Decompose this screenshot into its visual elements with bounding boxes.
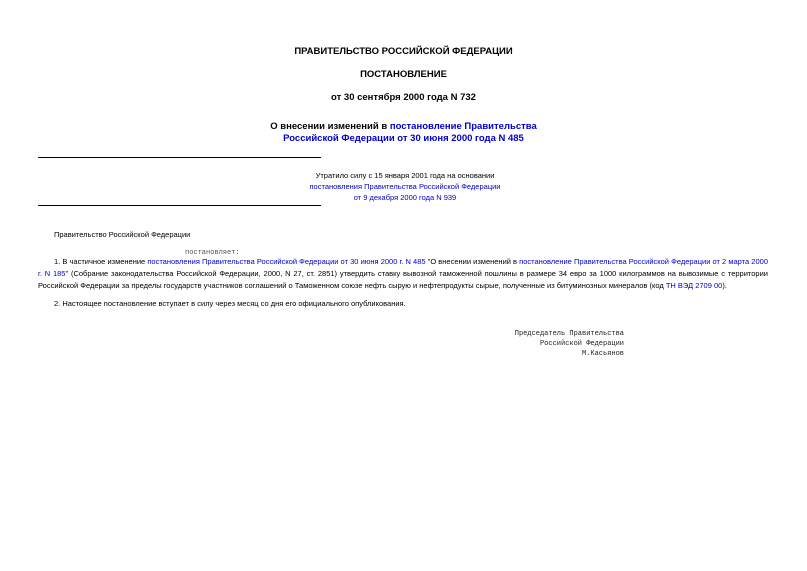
- p1-mid1: "О внесении изменений в: [425, 257, 520, 266]
- title-link-line2[interactable]: Российской Федерации от 30 июня 2000 года N 485: [283, 133, 524, 144]
- p1-end: ).: [722, 281, 727, 290]
- intro-text: Правительство Российской Федерации: [54, 230, 191, 239]
- paragraph-2: 2. Настоящее постановление вступает в силу через месяц со дня его официального опубликования.: [54, 299, 406, 308]
- lost-force-link-line2[interactable]: от 9 декабря 2000 года N 939: [353, 193, 457, 202]
- p1-link-tnved[interactable]: ТН ВЭД 2709 00: [665, 281, 723, 290]
- divider-top: [38, 157, 321, 158]
- p1-start: 1. В частичное изменение: [54, 257, 148, 266]
- p1-link-decree-185[interactable]: постановление Правительства Российской Федерации от 2 марта 2000 г. N 185: [38, 257, 768, 278]
- title-link-line1[interactable]: постановление Правительства: [389, 121, 537, 132]
- divider-bottom: [38, 205, 321, 206]
- signature-name: М.Касьянов: [581, 350, 624, 358]
- header-date-number: от 30 сентября 2000 года N 732: [331, 92, 476, 103]
- p1-mid2: " (Собрание законодательства Российской Федерации, 2000, N 27, ст. 2851) утвердить ставку вывозной таможенной пошлины в размере 34 евро за 1000 килограммов на вывозимые с территории Российской Федерации за пределы государств участников соглашений о Таможенном союзе нефть сырую и нефтепродукты сырые, полученные из битуминозных минералов (код: [38, 269, 768, 290]
- header-government: ПРАВИТЕЛЬСТВО РОССИЙСКОЙ ФЕДЕРАЦИИ: [294, 46, 513, 57]
- signature-line2: Российской Федерации: [539, 340, 624, 348]
- decree-word: постановляет:: [185, 249, 240, 257]
- paragraph-1: [38, 256, 768, 292]
- signature-block: [515, 329, 624, 359]
- document-title: [0, 121, 807, 145]
- title-prefix: О внесении изменений в: [270, 121, 390, 132]
- p1-link-decree-485[interactable]: постановления Правительства Российской Федерации от 30 июня 2000 г. N 485: [147, 257, 426, 266]
- lost-force-link-line1[interactable]: постановления Правительства Российской Федерации: [309, 182, 501, 191]
- lost-force-text: Утратило силу с 15 января 2001 года на основании: [315, 171, 495, 180]
- header-doc-type: ПОСТАНОВЛЕНИЕ: [360, 69, 447, 80]
- lost-force-note: [300, 170, 510, 203]
- signature-line1: Председатель Правительства: [514, 330, 624, 338]
